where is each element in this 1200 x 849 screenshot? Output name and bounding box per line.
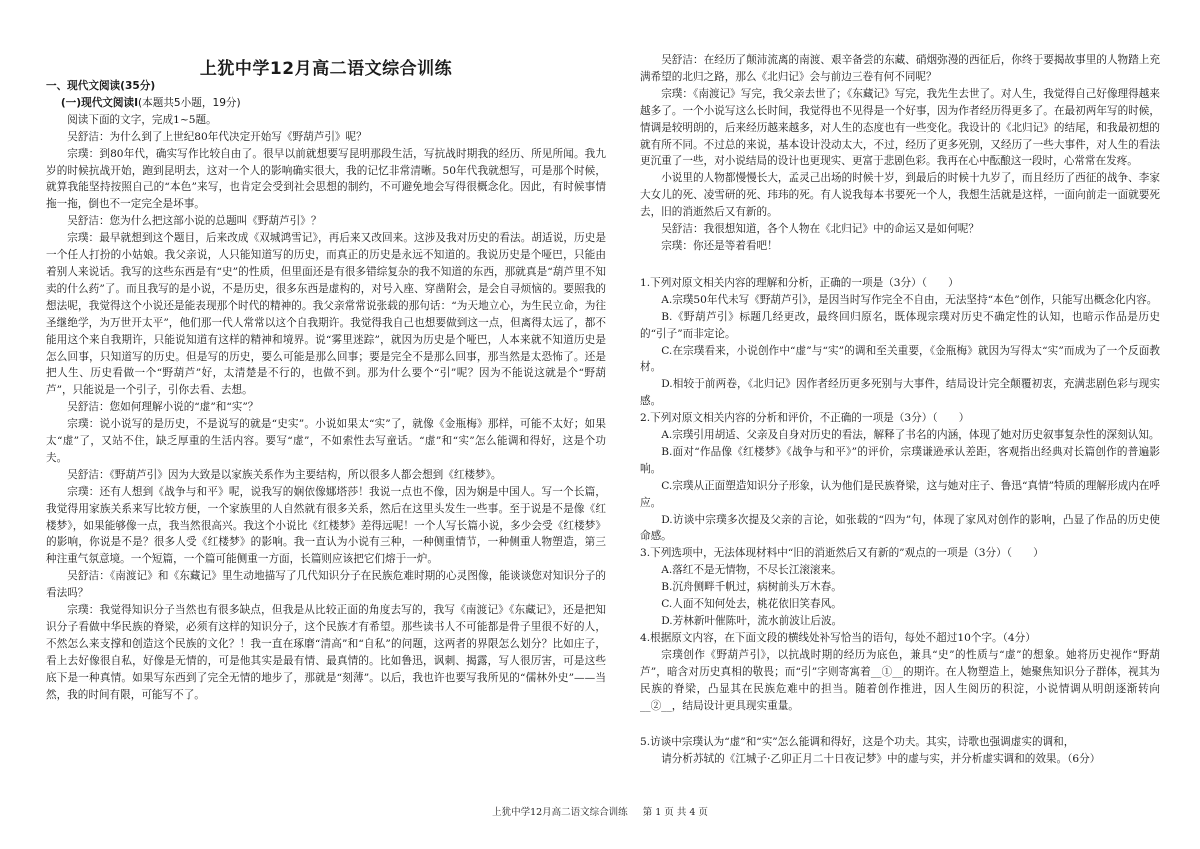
question-option: B.《野葫芦引》标题几经更改，最终回归原名，既体现宗璞对历史不确定性的认知，也暗示作品是历史的“引子”而非定论。 <box>640 310 1160 340</box>
question-stem: 3.下列选项中，无法体现材料中“旧的消逝然后又有新的”观点的一项是（3分）（ ） <box>640 547 1044 560</box>
question-option: D.相较于前两卷，《北归记》因作者经历更多死别与大事件，结局设计完全颠覆初衷，充满悲剧色彩与现实感。 <box>640 378 1160 408</box>
spacer <box>640 714 1160 734</box>
interview-paragraph: 吴舒洁：《南渡记》和《东藏记》里生动地描写了几代知识分子在民族危难时期的心灵图像，能谈谈您对知识分子的看法吗？ <box>46 570 606 600</box>
interview-paragraph: 宗璞：说小说写的是历史，不是说写的就是“史实”。小说如果太“实”了，就像《金瓶梅》那样，可能不太好；如果太“虚”了，又站不住，缺乏厚重的生活内容。要写“虚”，不如索性去写童话。“虚”和“实”怎么能调和得好，这是个功夫。 <box>46 418 606 464</box>
subsection-title: (一)现代文阅读Ⅰ <box>60 96 139 109</box>
question-option: A.落红不是无情物，不尽长江滚滚来。 <box>661 564 842 577</box>
question-option: C.宗璞从正面塑造知识分子形象，认为他们是民族脊梁，这与她对庄子、鲁迅“真情”特质的理解形成内在呼应。 <box>640 479 1160 509</box>
question-option: C.人面不知何处去，桃花依旧笑春风。 <box>661 598 842 611</box>
question-prompt: 请分析苏轼的《江城子·乙卯正月二十日夜记梦》中的虚与实，并分析虚实调和的效果。（6分） <box>661 753 1101 766</box>
question-option: A.宗璞50年代未写《野葫芦引》，是因当时写作完全不自由，无法坚持“本色”创作，只能写出概念化内容。 <box>661 293 1158 306</box>
left-column <box>46 78 606 704</box>
section-heading: 一、现代文阅读(35分) <box>46 80 156 92</box>
interview-paragraph: 宗璞：你还是等着看吧！ <box>661 239 778 252</box>
interview-paragraph: 吴舒洁：《野葫芦引》因为大致是以家族关系作为主要结构，所以很多人都会想到《红楼梦》。 <box>67 468 502 481</box>
interview-paragraph: 吴舒洁：我很想知道，各个人物在《北归记》中的命运又是如何呢？ <box>661 223 979 236</box>
question-option: C.在宗璞看来，小说创作中“虚”与“实”的调和至关重要，《金瓶梅》就因为写得太“实”而成为了一个反面教材。 <box>640 344 1160 374</box>
subsection-heading <box>46 95 606 112</box>
reading-instruction: 阅读下面的文字，完成1~5题。 <box>67 113 217 126</box>
interview-paragraph: 吴舒洁：为什么到了上世纪80年代决定开始写《野葫芦引》呢？ <box>67 130 367 143</box>
question-stem: 2.下列对原文相关内容的分析和评价，不正确的一项是（3分）（ ） <box>640 412 970 425</box>
right-column <box>640 52 1160 768</box>
question-option: B.沉舟侧畔千帆过，病树前头万木春。 <box>661 581 842 594</box>
question-option: D.芳林新叶催陈叶，流水前波让后波。 <box>661 615 843 627</box>
question-stem: 4.根据原文内容，在下面文段的横线处补写恰当的语句，每处不超过10个字。（4分） <box>640 631 1036 644</box>
question-stem: 5.访谈中宗璞认为“虚”和“实”怎么能调和得好，这是个功夫。其实，诗歌也强调虚实的调和， <box>640 736 1075 749</box>
question-stem: 1.下列对原文相关内容的理解和分析，正确的一项是（3分）（ ） <box>640 276 959 289</box>
interview-paragraph: 小说里的人物都慢慢长大，孟灵己出场的时候十岁，到最后的时候十九岁了，而且经历了西征的战争、李家大女儿的死、凌雪研的死、玮玮的死。有人说我每本书要死一个人，我想生活就是这样，一面向前走一面就要死去，旧的消逝然后又有新的。 <box>640 172 1160 219</box>
interview-paragraph: 宗璞：还有人想到《战争与和平》呢，说我写的娴依像娜塔莎！我说一点也不像，因为娴是中国人。写一个长篇，我觉得用家族关系来写比较方便，一个家族里的人自然就有很多关系，然后在这里头发生一些事。至于说是不是像《红楼梦》，如果能够像一点，我当然很高兴。我这个小说比《红楼梦》差得远呢！一个人写长篇小说，多少会受《红楼梦》的影响，你说是不是？很多人受《红楼梦》的影响。我一直认为小说有三种，一种侧重情节，一种侧重人物塑造，第三种注重气氛意境。一个短篇，一个篇可能侧重一方面，长篇则应该把它们熔于一炉。 <box>46 485 606 566</box>
interview-paragraph: 吴舒洁：您如何理解小说的“虚”和“实”？ <box>67 401 259 414</box>
question-option: B.面对“作品像《红楼梦》《战争与和平》”的评价，宗璞谦逊承认差距，客观指出经典对长篇创作的普遍影响。 <box>640 445 1160 475</box>
question-option: D.访谈中宗璞多次提及父亲的言论，如张载的“四为”句，体现了家风对创作的影响，凸显了作品的历史使命感。 <box>640 513 1160 543</box>
page-title: 上犹中学12月高二语文综合训练 <box>199 59 453 79</box>
interview-paragraph: 吴舒洁：您为什么把这部小说的总题叫《野葫芦引》？ <box>67 215 322 228</box>
interview-paragraph: 宗璞：我觉得知识分子当然也有很多缺点，但我是从比较正面的角度去写的，我写《南渡记》《东藏记》，还是把知识分子看做中华民族的脊梁，必须有这样的知识分子，这个民族才有希望。那些读书人不可能都是骨子里很不好的人，不然怎么来支撑和创造这个民族的文化？！我一直在琢磨“清高”和“自私”的问题，这两者的界限怎么划分？比如庄子，看上去好像很自私，好像是无情的，可是他其实是最有情、最真情的。比如鲁迅，讽刺、揭露，写人很厉害，可是这些底下是一种真情。如果写东西到了完全无情的地步了，那就是“刻薄”。以后，我也许也要写我所见的“儒林外史”——当然，我的时间有限，可能写不了。 <box>46 604 606 701</box>
question-option: A.宗璞引用胡适、父亲及自身对历史的看法，解释了书名的内涵，体现了她对历史叙事复杂性的深刻认知。 <box>661 429 1160 442</box>
subsection-note: (本题共5小题，19分) <box>138 96 241 109</box>
interview-paragraph: 吴舒洁：在经历了颠沛流离的南渡、艰辛备尝的东藏、硝烟弥漫的西征后，你终于要揭故事里的人物踏上充满希望的北归之路，那么《北归记》会与前边三卷有何不同呢？ <box>640 54 1160 83</box>
spacer <box>640 255 1160 275</box>
footer-doc-title: 上犹中学12月高二语文综合训练 <box>492 807 628 818</box>
fill-in-passage: 宗璞创作《野葫芦引》，以抗战时期的经历为底色，兼具“史”的性质与“虚”的想象。她将历史视作“野葫芦”，暗含对历史真相的敬畏；而“引”字则寄寓着__①__的期许。在人物塑造上，她聚焦知识分子群体，视其为民族的脊梁，凸显其在民族危难中的担当。随着创作推进，因人生阅历的积淀，小说情调从明朗逐渐转向__②__，结局设计更具现实重量。 <box>640 648 1160 712</box>
interview-paragraph: 宗璞：《南渡记》写完，我父亲去世了；《东藏记》写完，我先生去世了。对人生，我觉得自己好像理得越来越多了。一个小说写这么长时间，我觉得也不见得是一个好事，因为作者经历得更多了。在最初两年写的时候，情调是较明朗的，后来经历越来越多，对人生的态度也有一些变化。我设计的《北归记》的结尾，和我最初想的就有所不同。不过总的来说，基本设计没动太大，不过，经历了更多死别，又经历了一些大事件，对人生的看法更沉重了一些，对小说结局的设计也更现实、更富于悲剧色彩。我再在心中酝酿这一段时，心常常在发疼。 <box>640 87 1160 168</box>
interview-paragraph: 宗璞：最早就想到这个题目，后来改成《双城鸿雪记》，再后来又改回来。这涉及我对历史的看法。胡适说，历史是一个任人打扮的小姑娘。我父亲说，人只能知道写的历史，而真正的历史是永远不知道的。我说历史是个哑巴，只能由着别人来说话。我写的这些东西是有“史”的性质，但里面还是有很多错综复杂的我不知道的东西，那就真是“葫芦里不知卖的什么药”了。而且我写的是小说，不是历史，很多东西是虚构的，对号入座、穿凿附会，是会自寻烦恼的。要照我的想法呢，我觉得这个小说还是能表现那个时代的精神的。我父亲常常说张载的那句话：“为天地立心，为生民立命，为往圣继绝学，为万世开太平”，他们那一代人常常以这个自我期许。我觉得我自己也想要做到这一点，但离得太远了，都不能用这个来自我期许，只能说知道有这样的精神和境界。说“雾里迷踪”，就因为历史是个哑巴，人本来就不知道历史是怎么回事，只知道写的历史。但是写的历史，要么可能是那么回事；要是完全不是那么回事，那当然是太恐怖了。还是把人生、历史看做一个“野葫芦”好，太清楚是不行的，也做不到。那为什么要个“引”呢？因为不能说这就是个“野葫芦”，只能说是一个引子，引你去看、去想。 <box>46 232 606 397</box>
footer-page-number: 第 1 页 共 4 页 <box>642 807 708 818</box>
interview-paragraph: 宗璞：到80年代，确实写作比较自由了。很早以前就想要写昆明那段生活，写抗战时期我的经历、所见所闻。我九岁的时候抗战开始，跑到昆明去，这对一个人的影响确实很大，我的记忆非常清晰。50年代我就想写，可是那个时候，就算我能坚持按照自己的“本色”来写，也肯定会受到社会思想的制约，不可避免地会写得很概念化。因此，有时候事情拖一拖，倒也不一定完全是坏事。 <box>46 147 606 211</box>
page-footer <box>0 804 1200 818</box>
